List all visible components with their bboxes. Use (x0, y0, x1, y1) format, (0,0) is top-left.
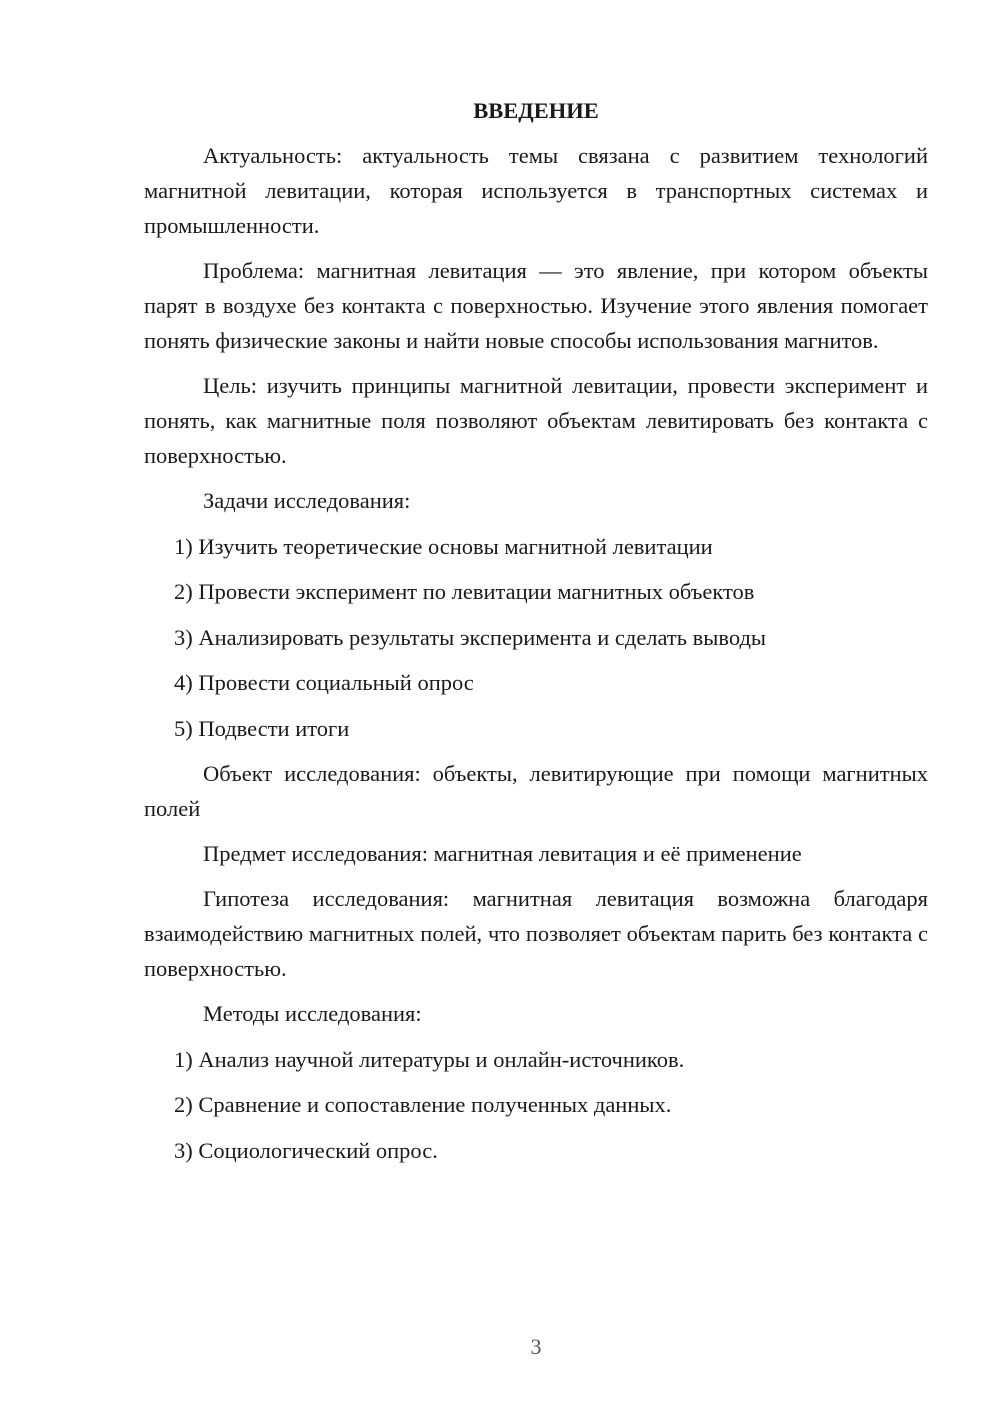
problem-paragraph: Проблема: магнитная левитация — это явление, при котором объекты парят в воздухе без контакта с поверхностью. Изучение этого явления помогает понять физические законы и найти новые способы использования магнитов. (144, 258, 928, 353)
methods-heading: Методы исследования: (203, 1001, 422, 1026)
task-item: 3) Анализировать результаты эксперимента и сделать выводы (174, 624, 767, 650)
task-item: 4) Провести социальный опрос (174, 670, 474, 695)
method-item: 2) Сравнение и сопоставление полученных данных. (174, 1092, 672, 1117)
task-item: 5) Подвести итоги (174, 715, 350, 741)
goal-paragraph: Цель: изучить принципы магнитной левитации, провести эксперимент и понять, как магнитные поля позволяют объектам левитировать без контакта с поверхностью. (144, 373, 928, 468)
task-item: 2) Провести эксперимент по левитации магнитных объектов (174, 579, 755, 604)
method-item: 3) Социологический опрос. (174, 1137, 438, 1163)
relevance-paragraph: Актуальность: актуальность темы связана с развитием технологий магнитной левитации, которая используется в транспортных системах и промышленности. (144, 143, 928, 238)
method-item: 1) Анализ научной литературы и онлайн-источников. (174, 1046, 685, 1072)
tasks-heading: Задачи исследования: (203, 488, 411, 513)
subject-paragraph: Предмет исследования: магнитная левитация и её применение (203, 841, 802, 866)
methods-list (144, 1042, 928, 1168)
page-number: 3 (530, 1334, 542, 1359)
task-item: 1) Изучить теоретические основы магнитной левитации (174, 533, 713, 559)
hypothesis-paragraph: Гипотеза исследования: магнитная левитация возможна благодаря взаимодействию магнитных полей, что позволяет объектам парить без контакта с поверхностью. (144, 886, 928, 981)
tasks-list (144, 529, 928, 746)
section-title: ВВЕДЕНИЕ (473, 98, 599, 123)
page-content (144, 96, 928, 1178)
object-paragraph: Объект исследования: объекты, левитирующие при помощи магнитных полей (144, 761, 928, 821)
